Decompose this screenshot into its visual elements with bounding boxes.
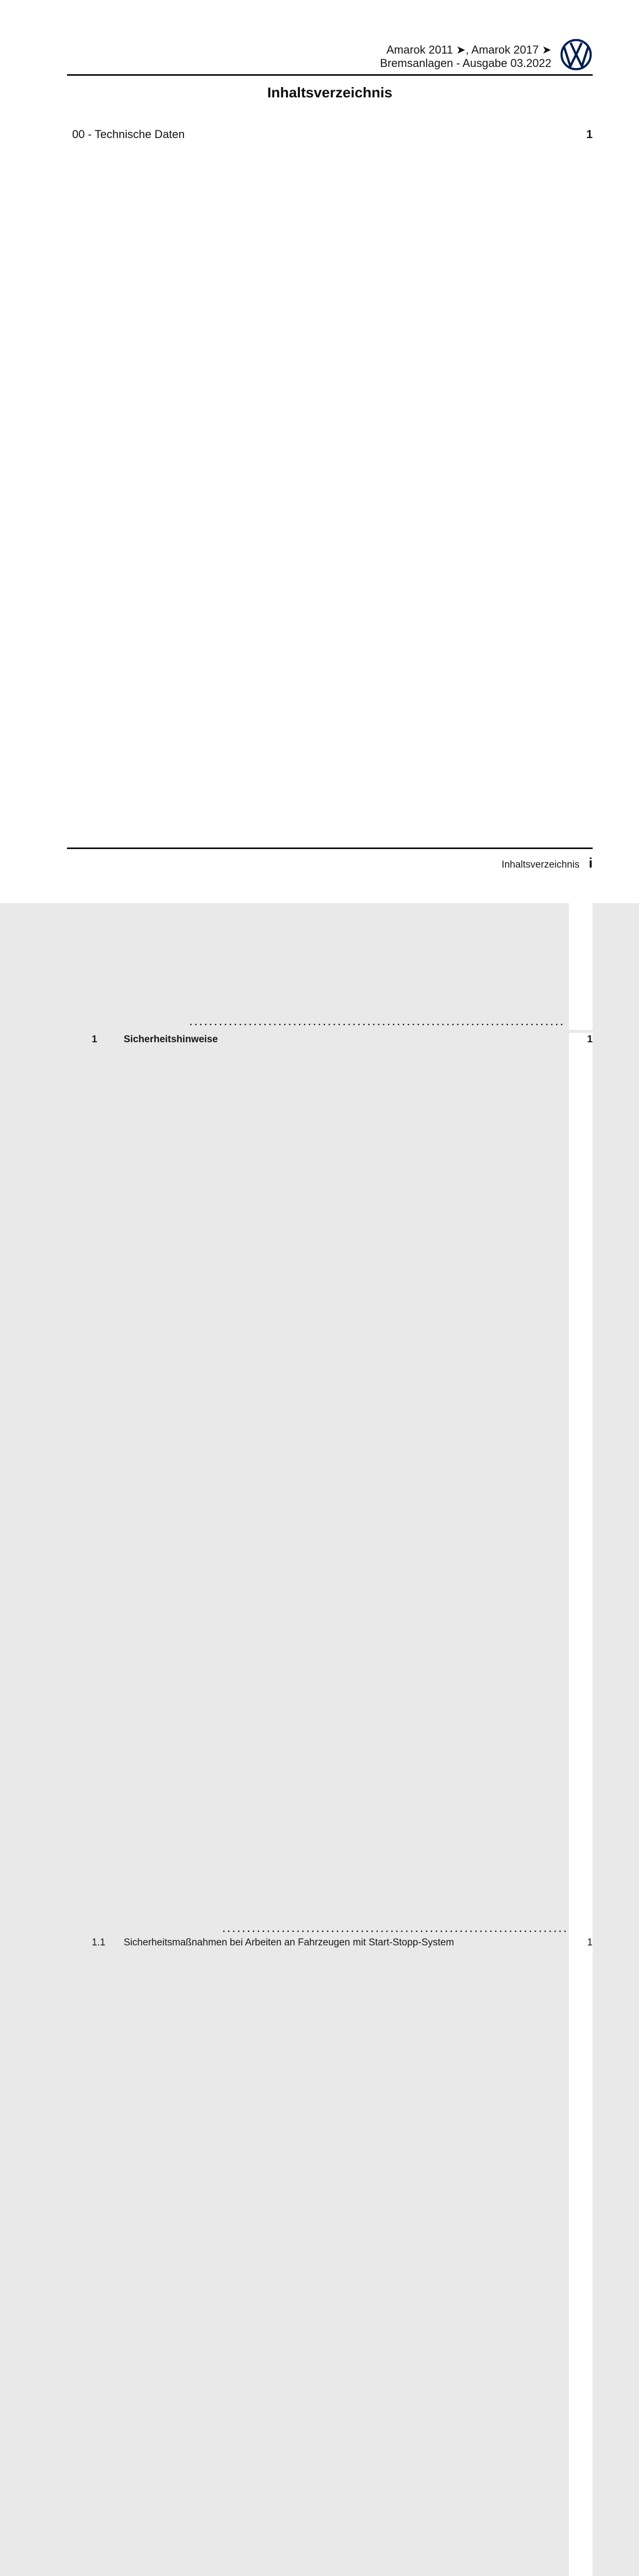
page-footer xyxy=(501,855,593,871)
toc-page-number: 1 xyxy=(569,1936,593,2576)
header-rule xyxy=(67,74,593,76)
footer-rule xyxy=(67,848,593,849)
dot-leader xyxy=(223,1930,566,1933)
table-of-contents xyxy=(67,127,593,2576)
toc-entry-row xyxy=(67,1033,593,1936)
header-model-line: Amarok 2011 ➤, Amarok 2017 ➤ xyxy=(386,43,551,56)
header-document-line: Bremsanlagen - Ausgabe 03.2022 xyxy=(380,57,551,70)
toc-page-number: 1 xyxy=(569,127,593,1030)
toc-chapter-label: 00 - Technische Daten xyxy=(72,128,185,141)
footer-label: Inhaltsverzeichnis xyxy=(501,859,580,870)
dot-leader xyxy=(190,1023,566,1026)
toc-page-number: 1 xyxy=(569,1033,593,1936)
toc-entry-row xyxy=(67,1936,593,2576)
page-header xyxy=(380,43,551,70)
page-title: Inhaltsverzeichnis xyxy=(267,84,393,100)
toc-entry-title: Sicherheitsmaßnahmen bei Arbeiten an Fahrzeugen mit Start-Stopp-System xyxy=(124,1937,455,1948)
toc-entry-title: Sicherheitshinweise xyxy=(124,1034,218,1045)
footer-page-number: i xyxy=(588,855,593,871)
toc-chapter-row xyxy=(67,127,593,1030)
toc-entry-number: 1.1 xyxy=(92,1937,106,1948)
volkswagen-logo-icon xyxy=(560,38,593,71)
toc-entry-number: 1 xyxy=(92,1034,97,1045)
